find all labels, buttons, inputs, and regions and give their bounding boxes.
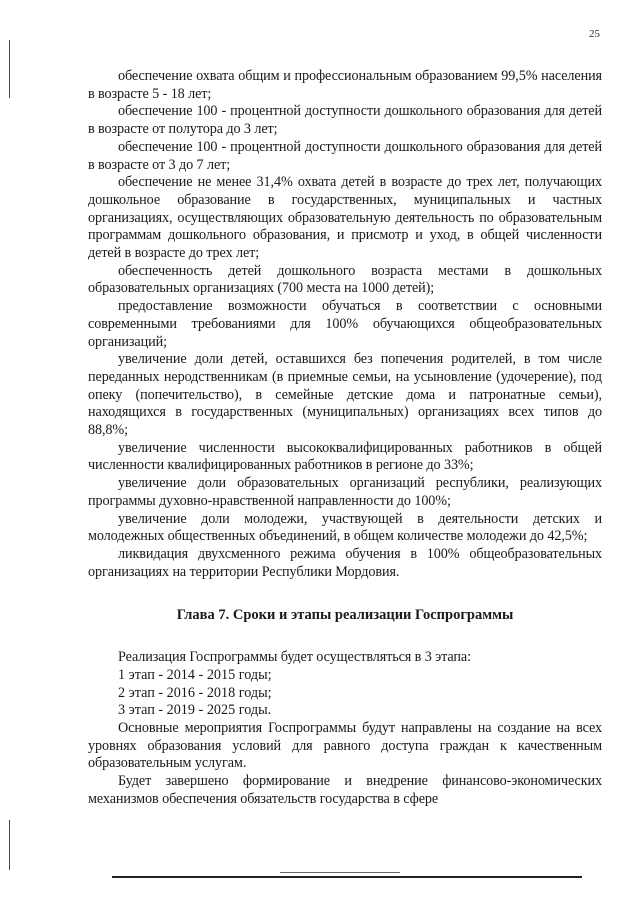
stage-item: 1 этап - 2014 - 2015 годы; — [118, 666, 272, 683]
chapter-heading: Глава 7. Сроки и этапы реализации Госпрограммы — [176, 607, 514, 624]
paragraph: увеличение численности высококвалифицированных работников в общей численности квалифицированных работников в регионе до 33%; — [88, 439, 602, 474]
paragraph: увеличение доли образовательных организаций республики, реализующих программы духовно-нравственной направленности до 100%; — [88, 475, 602, 509]
paragraph: Будет завершено формирование и внедрение финансово-экономических механизмов обеспечения обязательств государства в сфере — [88, 773, 602, 807]
paragraph: ликвидация двухсменного режима обучения в 100% общеобразовательных организациях на территории Республики Мордовия. — [88, 545, 602, 580]
paragraph: обеспечение охвата общим и профессиональным образованием 99,5% населения в возрасте 5 - 18 лет; — [88, 68, 602, 102]
paragraph: обеспеченность детей дошкольного возраста местами в дошкольных образовательных организациях (700 места на 1000 детей); — [88, 262, 602, 297]
stage-item: 3 этап - 2019 - 2025 годы. — [118, 702, 272, 719]
page-number: 25 — [589, 28, 600, 40]
page-bottom-rule — [112, 876, 582, 878]
stages-intro: Реализация Госпрограммы будет осуществляться в 3 этапа: — [118, 649, 471, 666]
stage-list — [88, 667, 602, 720]
stage-item: 2 этап - 2016 - 2018 годы; — [118, 684, 272, 701]
scan-margin-mark-top — [9, 40, 10, 98]
paragraph: увеличение доли молодежи, участвующей в деятельности детских и молодежных общественных объединений, в общем количестве молодежи до 42,5%; — [88, 510, 602, 545]
document-body — [88, 68, 602, 808]
paragraph: обеспечение 100 - процентной доступности дошкольного образования для детей в возрасте от полутора до 3 лет; — [88, 103, 602, 138]
scan-margin-mark-bottom — [9, 820, 10, 870]
page-bottom-rule-thin — [280, 872, 400, 873]
paragraph: обеспечение не менее 31,4% охвата детей в возрасте до трех лет, получающих дошкольное образование в государственных, муниципальных и частных организациях, осуществляющих образовательную деятельность по образовательным программам дошкольного образования, и присмотр и уход, в общей численности детей в возрасте до трех лет; — [88, 174, 602, 262]
paragraph: предоставление возможности обучаться в соответствии с основными современными требованиями для 100% обучающихся общеобразовательных организаций; — [88, 298, 602, 350]
paragraph: увеличение доли детей, оставшихся без попечения родителей, в том числе переданных неродственникам (в приемные семьи, на усыновление (удочерение), под опеку (попечительство), в семейные детские дома и патронатные семьи), находящихся в государственных (муниципальных) организациях всех типов до 88,8%; — [88, 351, 602, 439]
paragraph: Основные мероприятия Госпрограммы будут направлены на создание на всех уровнях образования условий для равного доступа граждан к качественным образовательным услугам. — [88, 719, 602, 772]
paragraph: обеспечение 100 - процентной доступности дошкольного образования для детей в возрасте от 3 до 7 лет; — [88, 138, 602, 173]
